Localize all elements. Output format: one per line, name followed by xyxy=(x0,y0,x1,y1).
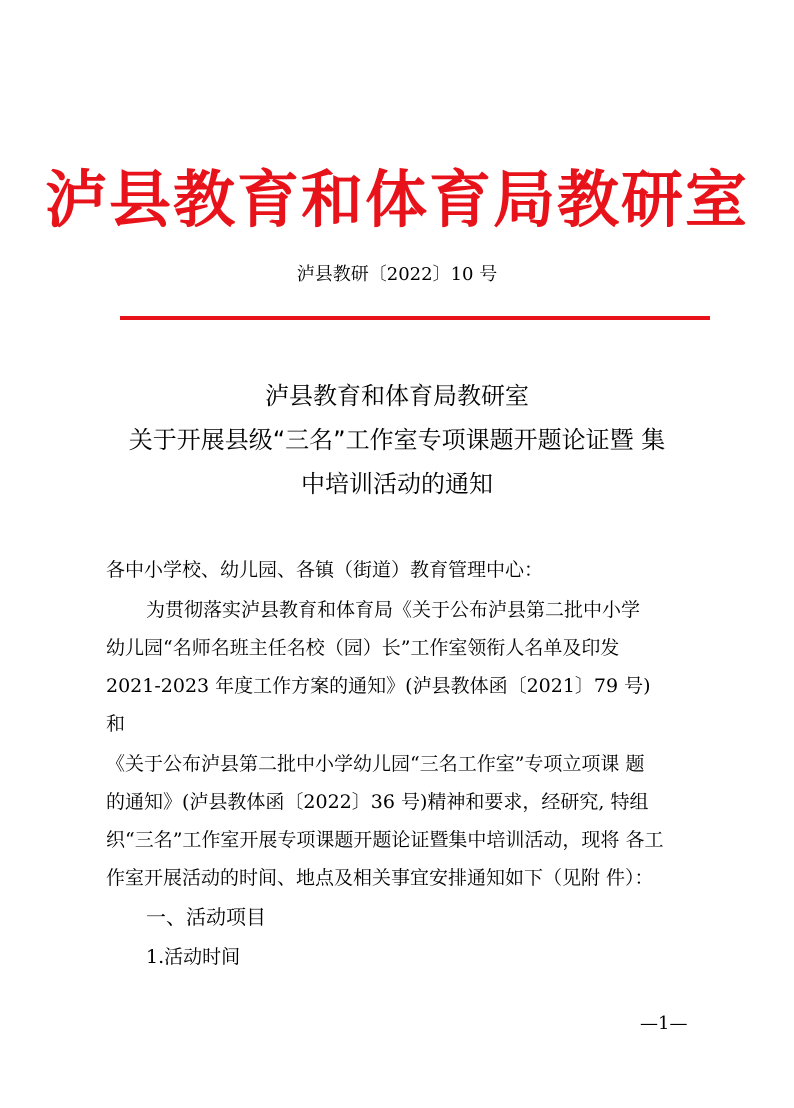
notice-title-line-3: 中培训活动的通知 xyxy=(301,470,493,498)
masthead-title: 泸县教育和体育局教研室 xyxy=(44,163,749,236)
item-label: 1.活动时间 xyxy=(146,946,241,968)
notice-title-line-1: 泸县教育和体育局教研室 xyxy=(265,382,529,410)
salutation: 各中小学校、幼儿园、各镇（街道）教育管理中心： xyxy=(106,559,544,581)
body-line: 2021-2023 年度工作方案的通知》(泸县教体函〔2021〕79 号) xyxy=(106,675,651,697)
body-line: 《关于公布泸县第二批中小学幼儿园“三名工作室”专项立项课 题 xyxy=(106,753,645,775)
body-line: 幼儿园“名师名班主任名校（园）长”工作室领衔人名单及印发 xyxy=(106,637,620,659)
document-number: 泸县教研〔2022〕10 号 xyxy=(296,264,498,285)
body-line: 织“三名”工作室开展专项课题开题论证暨集中培训活动，现将 各工 xyxy=(106,829,664,851)
red-divider-line xyxy=(120,316,710,320)
page-number: —1— xyxy=(640,1013,688,1034)
body-line: 为贯彻落实泸县教育和体育局《关于公布泸县第二批中小学 xyxy=(146,599,641,621)
notice-title-line-2: 关于开展县级“三名”工作室专项课题开题论证暨 集 xyxy=(128,426,666,454)
body-line: 作室开展活动的时间、地点及相关事宜安排通知如下（见附 件）： xyxy=(106,867,654,889)
body-line: 和 xyxy=(106,713,126,735)
body-line: 的通知》(泸县教体函〔2022〕36 号)精神和要求，经研究, 特组 xyxy=(106,791,649,813)
section-heading: 一、活动项目 xyxy=(146,905,266,929)
